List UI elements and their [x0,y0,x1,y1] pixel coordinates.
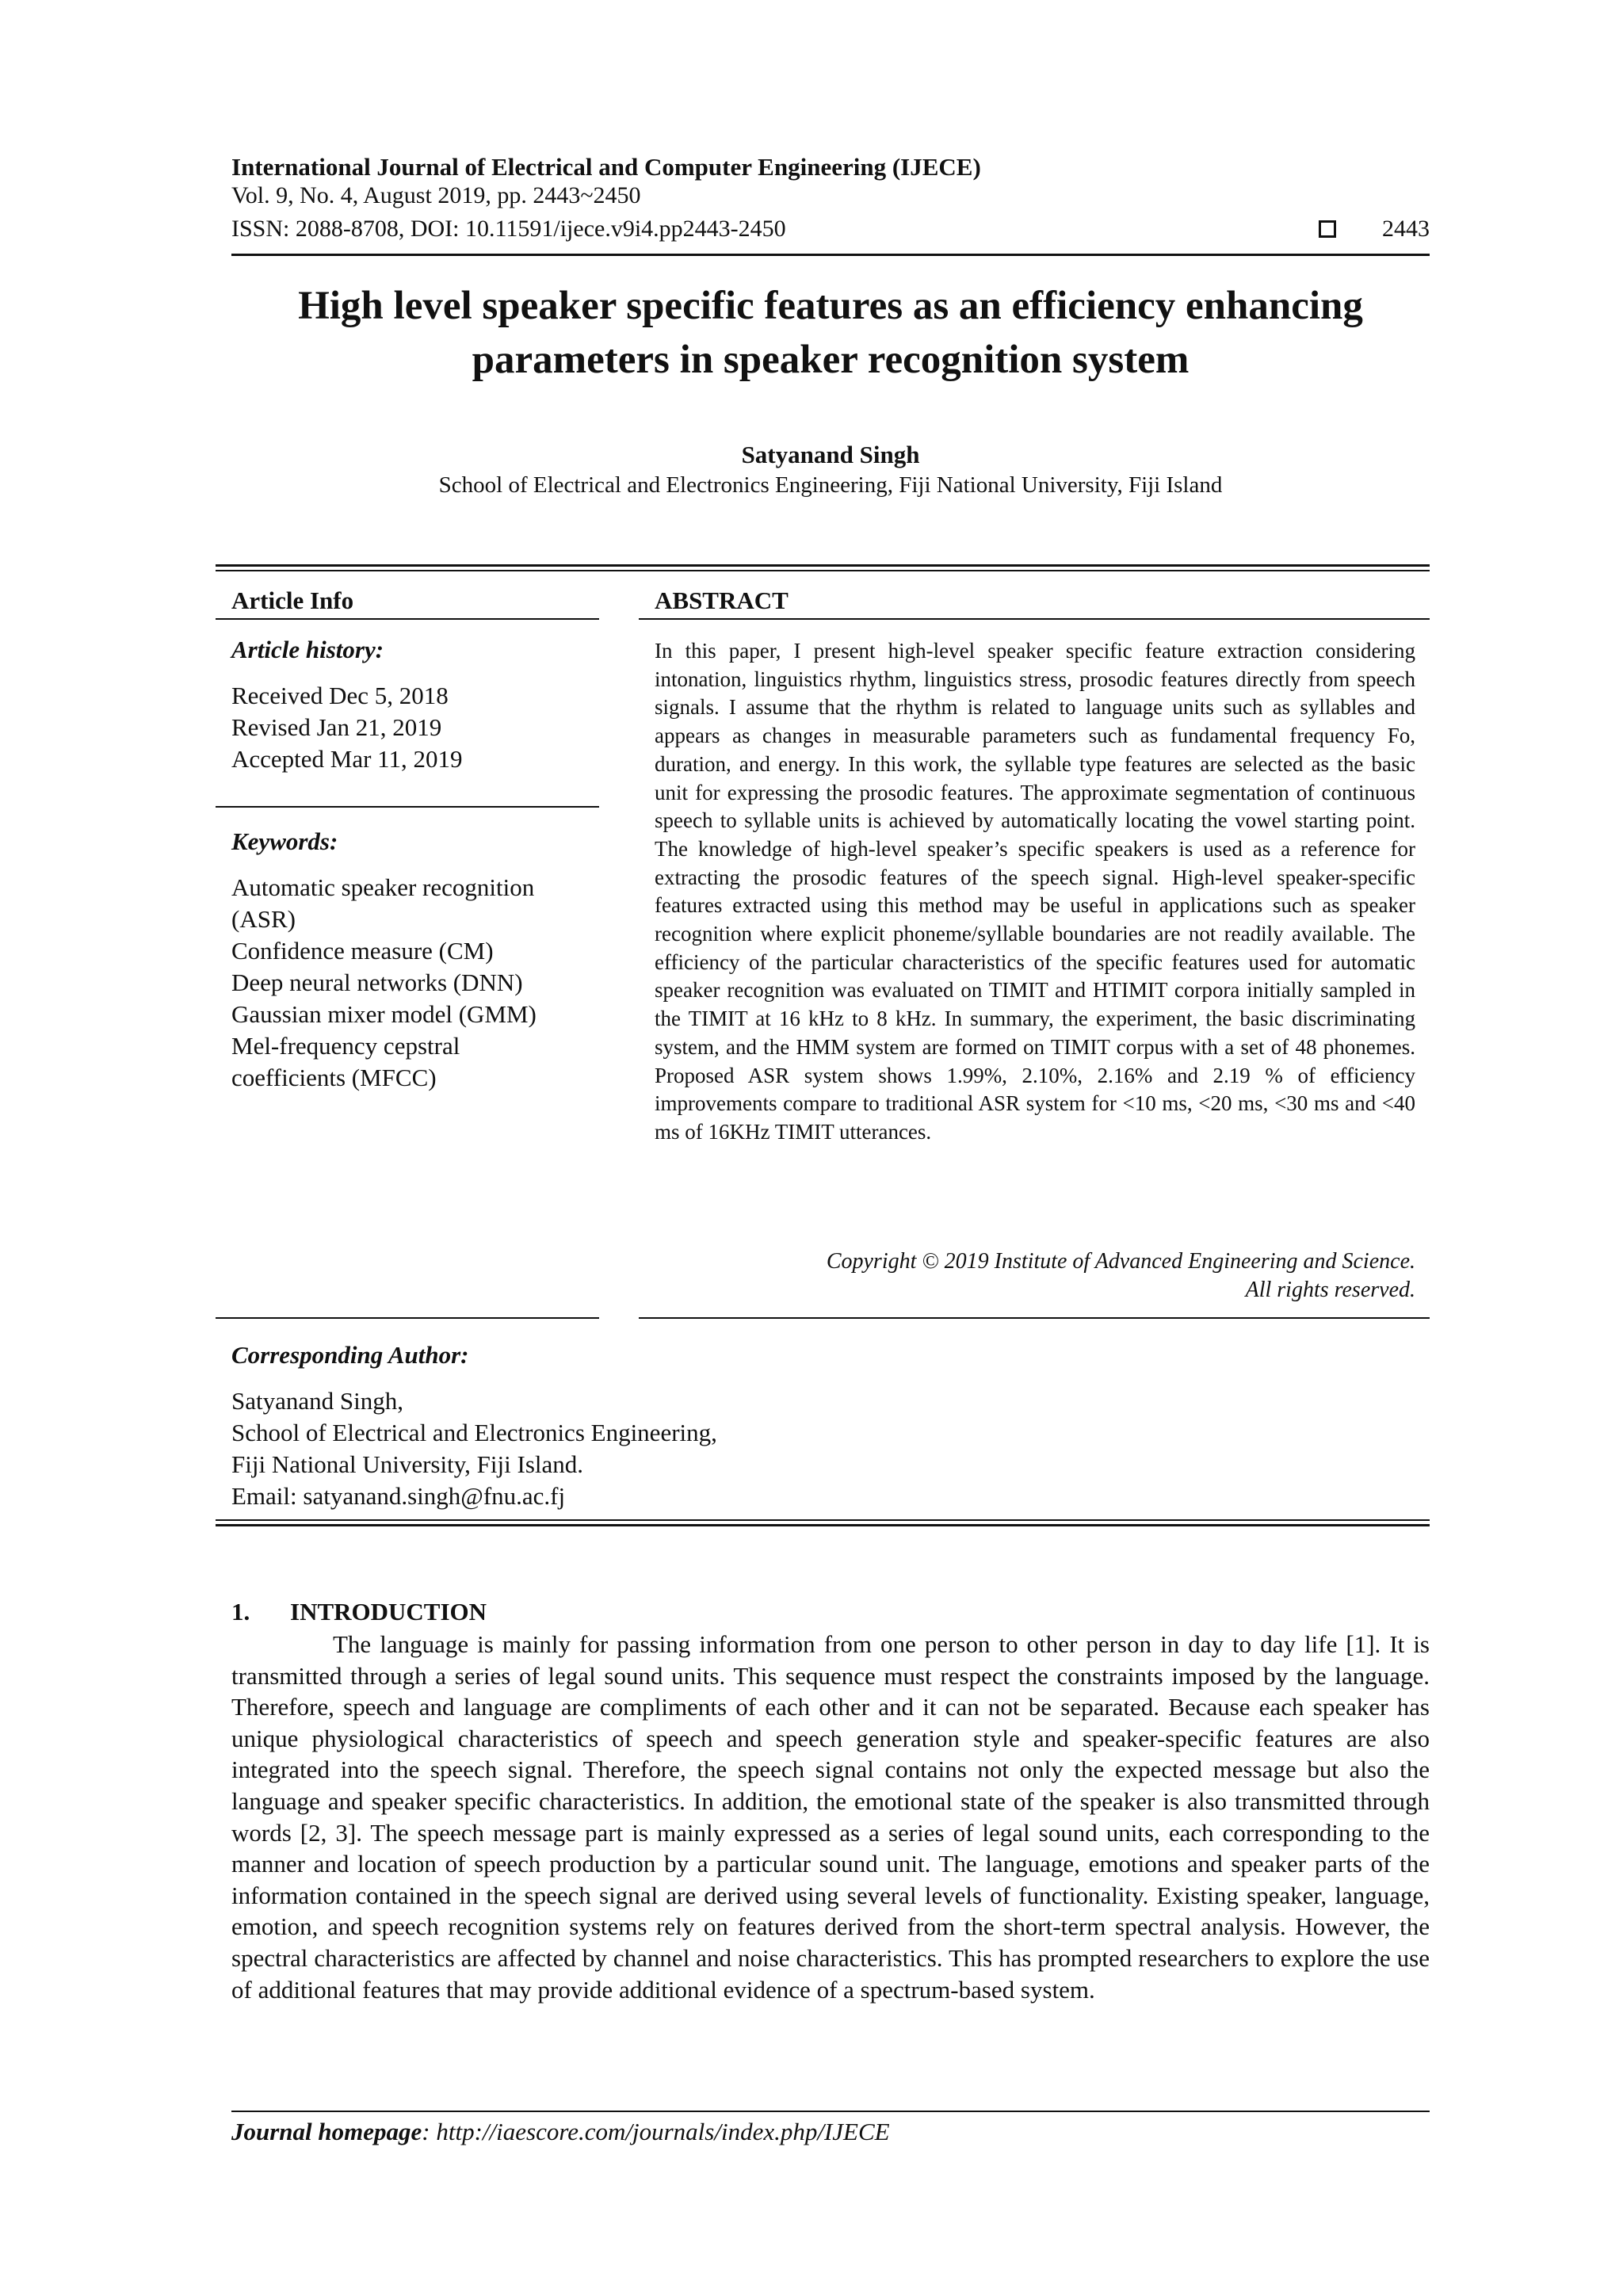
header-divider [231,254,1430,256]
history-divider [216,806,599,808]
article-history-list [231,680,463,775]
paper-title-line-2: parameters in speaker recognition system [472,338,1190,382]
section-heading-introduction [231,1598,487,1626]
keyword-item: Automatic speaker recognition [231,873,535,901]
page-number: 2443 [1382,216,1430,242]
homepage-label: Journal homepage [231,2118,422,2145]
keyword-item: coefficients (MFCC) [231,1064,437,1091]
keyword-item: Mel-frequency cepstral [231,1032,460,1060]
footer-rule [231,2111,1430,2112]
article-info-heading: Article Info [231,586,354,614]
keyword-item: Confidence measure (CM) [231,937,494,965]
copyright-line-2: All rights reserved. [1245,1278,1415,1302]
info-bottom-rule-second [216,1524,1430,1526]
section-number: 1. [231,1598,250,1626]
history-received: Received Dec 5, 2018 [231,682,449,709]
corresponding-email: Email: satyanand.singh@fnu.ac.fj [231,1482,566,1510]
keywords-heading: Keywords: [231,827,338,855]
history-accepted: Accepted Mar 11, 2019 [231,745,463,773]
homepage-url: : http://iaescore.com/journals/index.php/IJECE [422,2118,890,2145]
corresponding-author-heading: Corresponding Author: [231,1341,469,1369]
abstract-bottom-rule [639,1317,1430,1319]
journal-volume: Vol. 9, No. 4, August 2019, pp. 2443~2450 [231,182,641,208]
author-affiliation: School of Electrical and Electronics Engineering, Fiji National University, Fiji Island [438,472,1223,498]
section-title: INTRODUCTION [290,1598,487,1626]
paper-title-line-1: High level speaker specific features as an efficiency enhancing [298,284,1363,328]
keywords-list [231,872,596,1094]
author-name: Satyanand Singh [741,441,920,468]
corresponding-author-details [231,1385,717,1512]
keyword-item: Deep neural networks (DNN) [231,968,523,996]
keywords-bottom-rule [216,1317,599,1319]
abstract-text: In this paper, I present high-level speaker specific feature extraction considering intonation, linguistics rhythm, linguistics stress, prosodic features directly from speech signals. I assume that the rhythm is related to language units such as syllables and appears as changes in measurable parameters such as fundamental frequency Fo, duration, and energy. In this work, the syllable type features are selected as the basic unit for expressing the prosodic features. The approximate segmentation of continuous speech to syllable units is achieved by automatically locating the vowel starting point. The knowledge of high-level speaker’s specific speakers is used as a reference for extracting the prosodic features of the speech signal. High-level speaker-specific features extracted using this method may be useful in applications such as speaker recognition where explicit phoneme/syllable boundaries are not readily available. The efficiency of the particular characteristics of the specific features used for automatic speaker recognition was evaluated on TIMIT and HTIMIT corpora initially sampled in the TIMIT at 16 kHz to 8 kHz. In summary, the experiment, the basic discriminating system, and the HMM system are formed on TIMIT corpus with a set of 48 phonemes. Proposed ASR system shows 1.99%, 2.10%, 2.16% and 2.19 % of efficiency improvements compare to traditional ASR system for <10 ms, <20 ms, <30 ms and <40 ms of 16KHz TIMIT utterances. [655,639,1415,1144]
info-bottom-rule [216,1519,1430,1521]
abstract-heading: ABSTRACT [655,586,789,614]
abstract-rule [639,618,1430,620]
copyright-notice [655,1247,1415,1305]
introduction-paragraph: The language is mainly for passing information from one person to other person in day to day life [1]. It is transmitted through a series of legal sound units. This sequence must respect the constraints imposed by the language. Therefore, speech and language are compliments of each other and it can not be separated. Because each speaker has unique physiological characteristics of speech and speech generation style and speaker-specific features are also integrated into the speech signal. Therefore, the speech signal contains not only the expected message but also the language and speaker specific characteristics. In addition, the emotional state of the speaker is also transmitted through words [2, 3]. The speech message part is mainly expressed as a series of legal sound units, each corresponding to the manner and location of speech production by a particular sound unit. The language, emotions and speaker parts of the information contained in the speech signal are derived using several levels of functionality. Existing speaker, language, emotion, and speech recognition systems rely on features derived from the short-term spectral analysis. However, the spectral characteristics are affected by channel and noise characteristics. This has prompted researchers to explore the use of additional features that may provide additional evidence of a spectrum-based system. [231,1630,1430,2004]
info-top-rule [216,564,1430,567]
corresponding-name: Satyanand Singh, [231,1387,403,1415]
info-top-rule-second [216,570,1430,571]
checkbox-square-icon [1319,220,1336,238]
copyright-line-1: Copyright © 2019 Institute of Advanced Engineering and Science. [826,1249,1415,1274]
keyword-item: Gaussian mixer model (GMM) [231,1000,537,1028]
history-revised: Revised Jan 21, 2019 [231,713,442,741]
journal-homepage [231,2118,890,2146]
corresponding-university: Fiji National University, Fiji Island. [231,1450,584,1478]
keyword-item: (ASR) [231,905,296,933]
corresponding-school: School of Electrical and Electronics Engineering, [231,1419,717,1446]
article-history-heading: Article history: [231,636,384,663]
journal-name: International Journal of Electrical and Computer Engineering (IJECE) [231,153,981,181]
paper-title [231,279,1430,387]
article-info-rule [216,618,599,620]
journal-issn-doi: ISSN: 2088-8708, DOI: 10.11591/ijece.v9i4.pp2443-2450 [231,216,786,242]
